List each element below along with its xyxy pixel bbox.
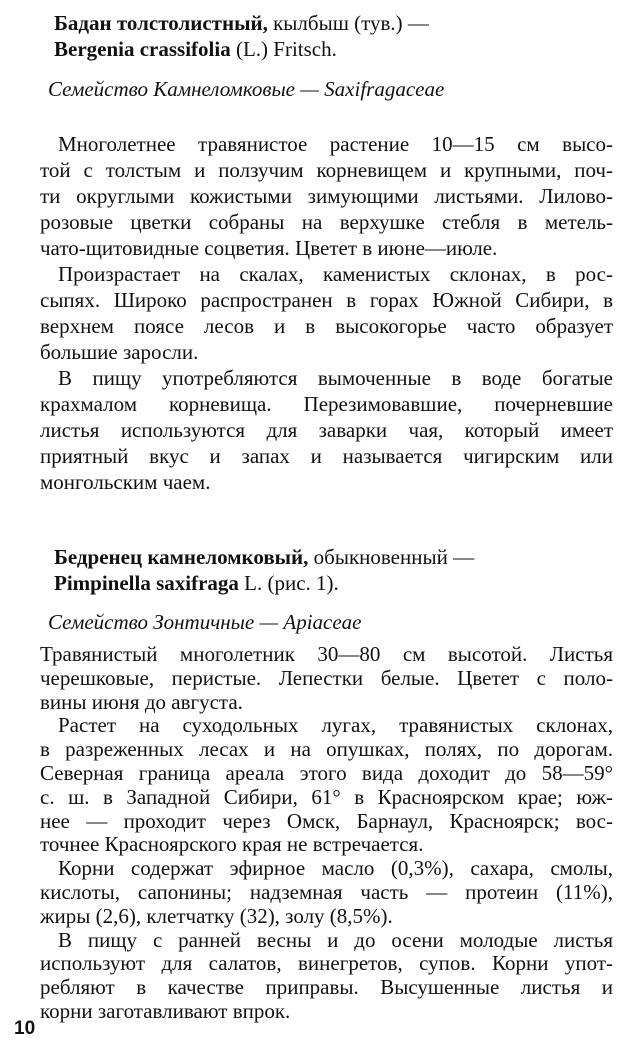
entry2-line: кислоты, сапонины; надземная часть — протеин (11%),: [40, 880, 613, 904]
entry1-name-lat-bold: Bergenia crassifolia: [54, 37, 231, 61]
entry2-family: Семейство Зонтичные — Apiaceae: [48, 610, 362, 634]
entry1-line: чато-щитовидные соцветия. Цветет в июне—июле.: [40, 236, 498, 260]
page-number: 10: [14, 1018, 36, 1039]
entry1-line: той с толстым и ползучим корневищем и крупными, поч-: [40, 158, 613, 182]
entry1-line: сыпях. Широко распространен в горах Южной Сибири, в: [40, 288, 613, 312]
entry1-line: приятный вкус и запах и называется чигирским или: [40, 444, 613, 468]
entry1-name-lat: [54, 36, 627, 62]
entry1-line: монгольским чаем.: [40, 470, 211, 494]
entry2-line: ребляют в качестве приправы. Высушенные листья и: [40, 975, 613, 1000]
entry2-name-ru-bold: Бедренец камнеломковый,: [54, 545, 309, 569]
entry2-name-ru-rest: обыкновенный —: [308, 545, 475, 569]
entry2-name-lat: [54, 570, 627, 596]
entry1-line: листья используются для заварки чая, который имеет: [40, 418, 613, 442]
entry1-line: Многолетнее травянистое растение 10—15 см высо-: [58, 132, 613, 156]
entry2-line: используют для салатов, винегретов, супов. Корни упот-: [40, 951, 613, 976]
entry1-family: Семейство Камнеломковые — Saxifragaceae: [48, 77, 445, 101]
entry1-line: В пищу употребляются вымоченные в воде богатые: [58, 366, 613, 390]
entry1-line: розовые цветки собраны на верхушке стебля в метель-: [40, 210, 613, 234]
entry2-line: жиры (2,6), клетчатку (32), золу (8,5%).: [40, 903, 393, 928]
entry1-name-ru: [54, 10, 627, 36]
entry2-name-lat-bold: Pimpinella saxifraga: [54, 571, 239, 595]
entry2-line: В пищу с ранней весны и до осени молодые листья: [58, 927, 613, 952]
entry2-name-ru: [54, 544, 627, 570]
entry1-name-ru-rest: кылбыш (тув.) —: [267, 11, 429, 35]
entry2-line: нее — проходит через Омск, Барнаул, Красноярск; вос-: [40, 808, 613, 833]
entry2-name-lat-rest: L. (рис. 1).: [238, 571, 339, 595]
entry1-line: крахмалом корневища. Перезимовавшие, почерневшие: [40, 392, 613, 416]
entry2-line: вины июня до августа.: [40, 689, 243, 714]
entry1-line: ти округлыми кожистыми зимующими листьями. Лилово-: [40, 184, 613, 208]
entry2-line: точнее Красноярского края не встречается.: [40, 832, 424, 857]
entry2-line: Травянистый многолетник 30—80 см высотой. Листья: [40, 642, 613, 666]
entry1-line: большие заросли.: [40, 340, 199, 364]
entry2-line: Растет на суходольных лугах, травянистых склонах,: [58, 713, 613, 738]
entry1-line: верхнем поясе лесов и в высокогорье часто образует: [40, 314, 613, 338]
entry2-line: Корни содержат эфирное масло (0,3%), сахара, смолы,: [58, 856, 613, 881]
entry1-name-lat-rest: (L.) Fritsch.: [230, 37, 337, 61]
entry1-line: Произрастает на скалах, каменистых склонах, в рос-: [58, 262, 613, 286]
entry2-line: с. ш. в Западной Сибири, 61° в Красноярском крае; юж-: [40, 784, 613, 809]
entry2-line: Северная граница ареала этого вида доходит до 58—59°: [40, 761, 613, 785]
entry2-line: в разреженных лесах и на опушках, полях, по дорогам.: [40, 737, 613, 762]
entry1-name-ru-bold: Бадан толстолистный,: [54, 11, 268, 35]
entry2-line: черешковые, перистые. Лепестки белые. Цветет с поло-: [40, 665, 613, 690]
entry2-line: корни заготавливают впрок.: [40, 999, 291, 1023]
